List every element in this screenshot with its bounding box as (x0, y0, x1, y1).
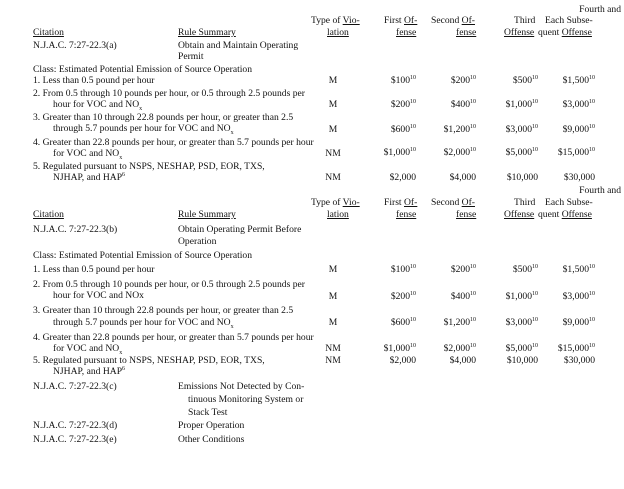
violation-type: M (328, 264, 338, 275)
header-type-of-violation-2: lation (327, 209, 349, 220)
table-row-label: 3. Greater than 10 through 22.8 pounds per hour, or greater than 2.5 (33, 305, 294, 316)
table-row-label-cont: NJHAP, and HAP$^6$ (53, 171, 126, 183)
violation-type: M (328, 99, 338, 110)
first-offense-value: $\$100^{10}$ (390, 263, 416, 275)
each-subsequent-value: $15,000$^{10}$ (557, 342, 595, 354)
violation-type: NM (325, 148, 341, 159)
first-offense-value: $1,000$^{10}$ (383, 342, 416, 354)
header-third-offense: Offense (504, 209, 535, 220)
class-label: Class: Estimated Potential Emission of Source Operation (33, 64, 253, 75)
third-offense-value: $5,000$^{10}$ (505, 342, 538, 354)
second-offense-value: $4,000 (449, 172, 476, 183)
second-offense-value: $\$200^{10}$ (450, 263, 476, 275)
table-row-label: 2. From 0.5 through 10 pounds per hour, or 0.5 through 2.5 pounds per (33, 88, 305, 99)
table-row-label-cont: for VOC and $NO_x$ (53, 343, 123, 356)
each-subsequent-value: $30,000 (563, 355, 595, 366)
each-subsequent-value: $9,000$^{10}$ (562, 316, 595, 328)
each-subsequent-value: $15,000$^{10}$ (557, 146, 595, 158)
rule-summary: Obtain and Maintain Operating (178, 40, 299, 51)
each-subsequent-value: $9,000$^{10}$ (562, 123, 595, 135)
header-rule-summary: Rule Summary (178, 209, 236, 220)
class-label: Class: Estimated Potential Emission of Source Operation (33, 250, 253, 261)
table-row-label: 4. Greater than 22.8 pounds per hour, or greater than 5.7 pounds per hour (33, 332, 314, 343)
header-third: Third (514, 197, 536, 208)
rule-summary: Other Conditions (178, 434, 245, 445)
violation-type: M (328, 317, 338, 328)
third-offense-value: $10,000 (506, 172, 538, 183)
table-row-label-cont: hour for VOC and NOx (53, 290, 144, 301)
third-offense-value: $3,000$^{10}$ (505, 123, 538, 135)
first-offense-value: $2,000 (389, 172, 416, 183)
third-offense-value: $\$500^{10}$ (512, 263, 538, 275)
table-row-label-cont: NJHAP, and HAP$^6$ (53, 365, 126, 377)
table-row-label-cont: through 5.7 pounds per hour for VOC and $NO_x$ (53, 123, 234, 136)
second-offense-value: $4,000 (449, 355, 476, 366)
table-row-label: 5. Regulated pursuant to NSPS, NESHAP, PSD, EOR, TXS, (33, 355, 265, 366)
table-row-label-cont: for VOC and $NO_x$ (53, 148, 123, 161)
violation-type: NM (325, 343, 341, 354)
table-row-label-cont: through 5.7 pounds per hour for VOC and $NO_x$ (53, 317, 234, 330)
header-first-offense-2: fense (396, 27, 417, 38)
first-offense-value: $1,000$^{10}$ (383, 146, 416, 158)
header-fourth-label: Fourth and (579, 4, 621, 15)
citation: N.J.A.C. 7:27-22.3(e) (33, 434, 117, 445)
table-row-label-cont: hour for VOC and $NO_x$ (53, 99, 143, 112)
table-row-label: 3. Greater than 10 through 22.8 pounds per hour, or greater than 2.5 (33, 112, 294, 123)
first-offense-value: $\$200^{10}$ (390, 290, 416, 302)
citation: N.J.A.C. 7:27-22.3(c) (33, 381, 117, 392)
violation-type: M (328, 124, 338, 135)
third-offense-value: $\$500^{10}$ (512, 74, 538, 86)
header-each-subsequent: Each Subse- (545, 15, 593, 26)
violation-type: M (328, 291, 338, 302)
first-offense-value: $\$100^{10}$ (390, 74, 416, 86)
header-citation: Citation (33, 27, 64, 38)
citation: N.J.A.C. 7:27-22.3(b) (33, 224, 118, 235)
each-subsequent-value: $1,500$^{10}$ (562, 263, 595, 275)
citation: N.J.A.C. 7:27-22.3(a) (33, 40, 117, 51)
rule-summary: Emissions Not Detected by Con- (178, 381, 305, 392)
header-third: Third (514, 15, 536, 26)
second-offense-value: $1,200$^{10}$ (443, 123, 476, 135)
header-type-of-violation: Type of Vio- (311, 15, 360, 26)
second-offense-value: $\$400^{10}$ (450, 98, 476, 110)
first-offense-value: $2,000 (389, 355, 416, 366)
rule-summary-cont: tinuous Monitoring System or (188, 394, 304, 405)
header-fourth-label: Fourth and (579, 185, 621, 196)
table-row-label: 2. From 0.5 through 10 pounds per hour, or 0.5 through 2.5 pounds per (33, 279, 305, 290)
second-offense-value: $\$200^{10}$ (450, 74, 476, 86)
third-offense-value: $10,000 (506, 355, 538, 366)
header-second-offense: Second Of- (431, 197, 475, 208)
header-third-offense: Offense (504, 27, 535, 38)
header-first-offense: First Of- (384, 15, 418, 26)
third-offense-value: $3,000$^{10}$ (505, 316, 538, 328)
header-each-subsequent-2: quent Offense (538, 27, 592, 38)
header-second-offense-2: fense (456, 209, 477, 220)
each-subsequent-value: $3,000$^{10}$ (562, 98, 595, 110)
header-each-subsequent-2: quent Offense (538, 209, 592, 220)
second-offense-value: $2,000$^{10}$ (443, 342, 476, 354)
rule-summary: Proper Operation (178, 420, 245, 431)
first-offense-value: $\$600^{10}$ (390, 316, 416, 328)
rule-summary-cont: Permit (178, 51, 204, 62)
violation-type: NM (325, 355, 341, 366)
rule-summary-cont: Stack Test (188, 407, 228, 418)
violation-type: NM (325, 172, 341, 183)
header-each-subsequent: Each Subse- (545, 197, 593, 208)
table-row-label: 4. Greater than 22.8 pounds per hour, or greater than 5.7 pounds per hour (33, 137, 314, 148)
first-offense-value: $\$200^{10}$ (390, 98, 416, 110)
second-offense-value: $1,200$^{10}$ (443, 316, 476, 328)
header-second-offense: Second Of- (431, 15, 475, 26)
citation: N.J.A.C. 7:27-22.3(d) (33, 420, 118, 431)
rule-summary-cont: Operation (178, 236, 217, 247)
third-offense-value: $1,000$^{10}$ (505, 98, 538, 110)
header-type-of-violation-2: lation (327, 27, 349, 38)
each-subsequent-value: $3,000$^{10}$ (562, 290, 595, 302)
header-second-offense-2: fense (456, 27, 477, 38)
each-subsequent-value: $30,000 (563, 172, 595, 183)
table-row-label: 5. Regulated pursuant to NSPS, NESHAP, PSD, EOR, TXS, (33, 161, 265, 172)
rule-summary: Obtain Operating Permit Before (178, 224, 302, 235)
header-first-offense: First Of- (384, 197, 418, 208)
table-row-label: 1. Less than 0.5 pound per hour (33, 264, 155, 275)
second-offense-value: $2,000$^{10}$ (443, 146, 476, 158)
table-row-label: 1. Less than 0.5 pound per hour (33, 75, 155, 86)
violation-type: M (328, 75, 338, 86)
header-first-offense-2: fense (396, 209, 417, 220)
each-subsequent-value: $1,500$^{10}$ (562, 74, 595, 86)
third-offense-value: $5,000$^{10}$ (505, 146, 538, 158)
second-offense-value: $\$400^{10}$ (450, 290, 476, 302)
header-rule-summary: Rule Summary (178, 27, 236, 38)
header-type-of-violation: Type of Vio- (311, 197, 360, 208)
first-offense-value: $\$600^{10}$ (390, 123, 416, 135)
header-citation: Citation (33, 209, 64, 220)
third-offense-value: $1,000$^{10}$ (505, 290, 538, 302)
